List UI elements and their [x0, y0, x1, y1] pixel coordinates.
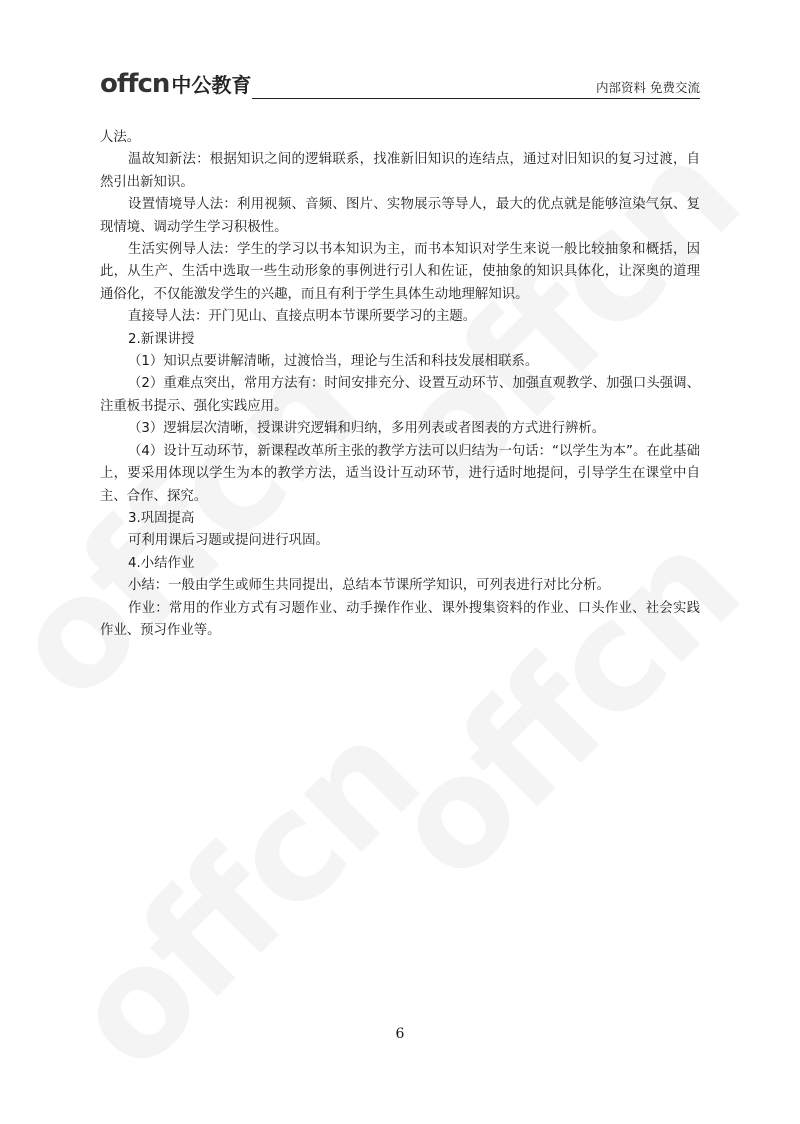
paragraph: 可利用课后习题或提问进行巩固。: [128, 533, 329, 549]
logo-cjk-text: 中公教育: [171, 73, 252, 97]
header-rule: [252, 98, 700, 99]
paragraph: （3）逻辑层次清晰，授课讲究逻辑和归纳，多用列表或者图表的方式进行辨析。: [128, 421, 606, 437]
logo-latin-text: offcn: [100, 69, 170, 99]
paragraph: （1）知识点要讲解清晰，过渡恰当，理论与生活和科技发展相联系。: [128, 354, 539, 370]
paragraph: 小结：一般由学生或师生共同提出，总结本节课所学知识，可列表进行对比分析。: [128, 578, 611, 594]
document-body: [100, 127, 700, 642]
paragraph: 作业：常用的作业方式有习题作业、动手操作作业、课外搜集资料的作业、口头作业、社会实践作业、预习作业等。: [100, 600, 700, 638]
section-heading: 4.小结作业: [128, 555, 195, 571]
page-number: 6: [395, 1026, 405, 1042]
section-heading: 3.巩固提高: [128, 510, 195, 526]
paragraph: 直接导人法：开门见山、直接点明本节课所要学习的主题。: [128, 309, 477, 325]
header-caption: 内部资料 免费交流: [596, 80, 700, 95]
paragraph: 温故知新法：根据知识之间的逻辑联系，找准新旧知识的连结点，通过对旧知识的复习过渡，自然引出新知识。: [100, 152, 700, 190]
paragraph: 生活实例导人法：学生的学习以书本知识为主，而书本知识对学生来说一般比较抽象和概括，因此，从生产、生活中选取一些生动形象的事例进行引人和佐证，使抽象的知识具体化，让深奥的道理通俗化，不仅能激发学生的兴趣，而且有利于学生具体生动地理解知识。: [100, 242, 700, 302]
paragraph: （2）重难点突出，常用方法有：时间安排充分、设置互动环节、加强直观教学、加强口头强调、注重板书提示、强化实践应用。: [100, 376, 700, 414]
brand-logo: [100, 70, 251, 98]
paragraph: （4）设计互动环节，新课程改革所主张的教学方法可以归结为一句话：“以学生为本”。在此基础上，要采用体现以学生为本的教学方法，适当设计互动环节，进行适时地提问，引导学生在课堂中自主、合作、探究。: [100, 443, 700, 504]
page-header: [100, 68, 700, 100]
section-heading: 2.新课讲授: [128, 331, 195, 347]
paragraph: 设置情境导人法：利用视频、音频、图片、实物展示等导人，最大的优点就是能够渲染气氛、复现情境、调动学生学习积极性。: [100, 197, 700, 235]
paragraph: 人法。: [100, 130, 141, 145]
